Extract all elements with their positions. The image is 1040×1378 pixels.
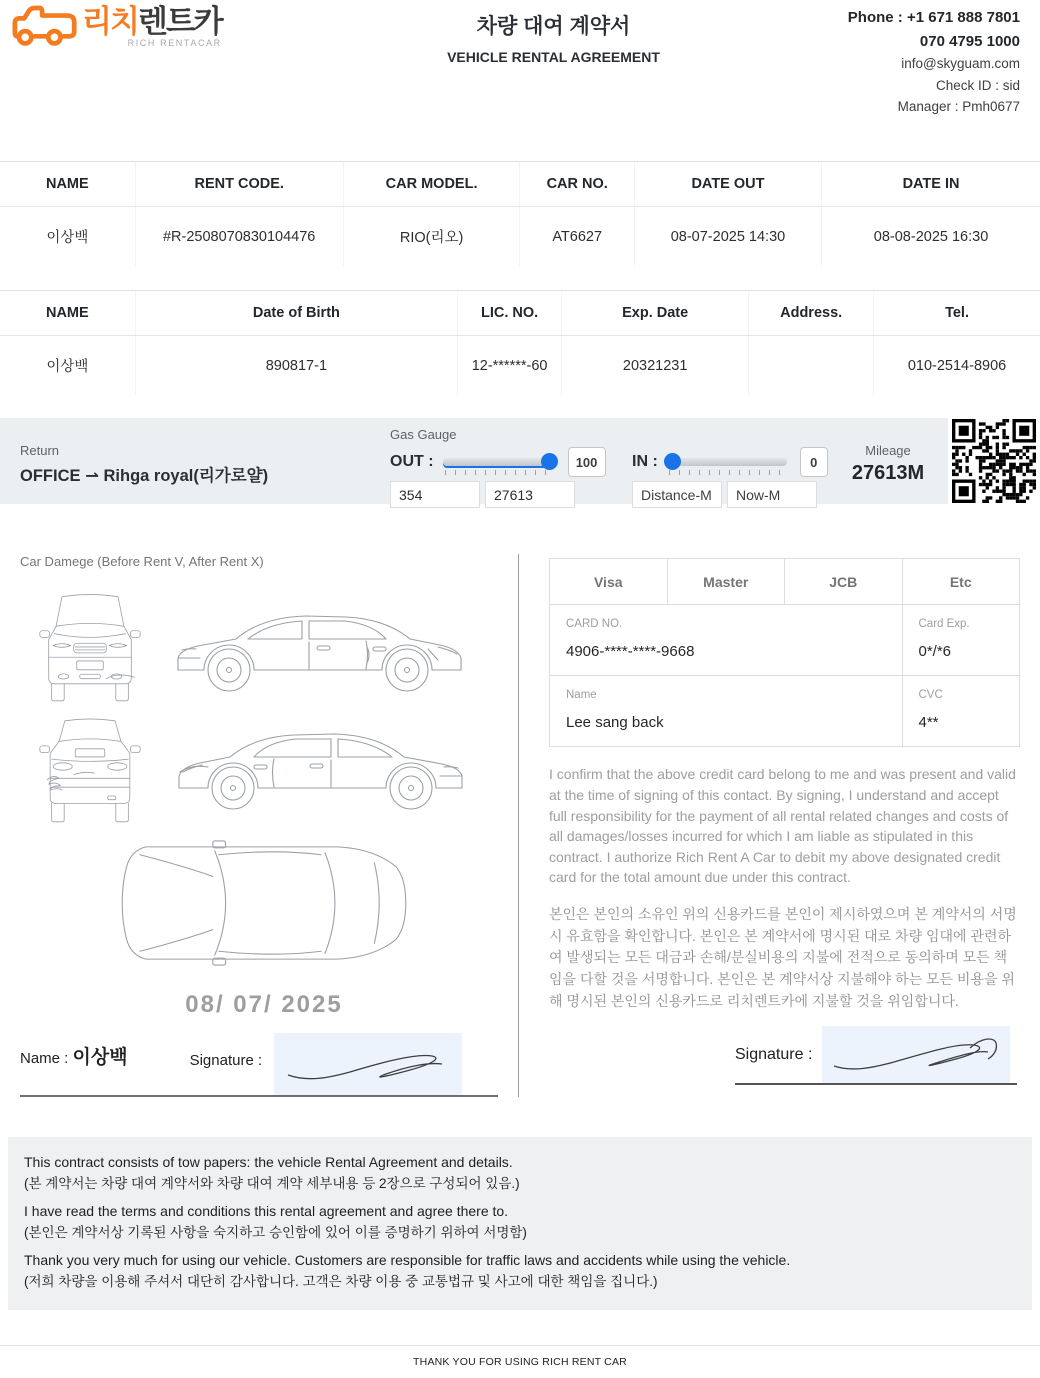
rental-cell-rent-code: #R-2508070830104476 [135, 207, 343, 267]
car-top-view-diagram[interactable] [114, 839, 414, 967]
page-title-kr: 차량 대여 계약서 [476, 15, 631, 38]
rental-cell-car-no: AT6627 [520, 207, 634, 267]
mileage-block [836, 443, 940, 485]
gas-out-slider-thumb[interactable] [541, 453, 558, 470]
footer-note-2-kr: (본인은 계약서상 기록된 사항을 숙지하고 승인함에 있어 이를 증명하기 위하여 서명함) [24, 1225, 527, 1241]
driver-cell-lic-no: 12-******-60 [458, 336, 562, 396]
gas-in-value-box: 0 [800, 447, 828, 477]
footer-note-2 [24, 1200, 1016, 1244]
rental-header-car-no: CAR NO. [520, 162, 634, 207]
card-tab-etc[interactable]: Etc [902, 559, 1020, 605]
rental-header-rent-code: RENT CODE. [135, 162, 343, 207]
gas-out-input-1[interactable] [390, 481, 480, 508]
cvc-label: CVC [918, 689, 943, 702]
card-exp-cell [902, 605, 1020, 676]
signature-stroke-left [274, 1033, 462, 1095]
logo [12, 6, 312, 117]
gas-out-slider-ticks [445, 470, 553, 475]
gas-out-row [390, 447, 606, 477]
gas-out-input-2[interactable] [485, 481, 575, 508]
gas-out-inputs [390, 481, 575, 508]
signature-stroke-right [822, 1026, 1010, 1083]
gas-in-row [632, 447, 828, 477]
gas-out-label: OUT : [390, 453, 434, 471]
logo-kr-orange: 리치 [82, 4, 138, 39]
gas-in-label: IN : [632, 453, 658, 471]
footer-note-1-en: This contract consists of tow papers: the vehicle Rental Agreement and details. [24, 1154, 513, 1171]
footer-note-1-kr: (본 계약서는 차량 대여 계약서와 차량 대여 계약 세부내용 등 2장으로 구성되어 있음.) [24, 1176, 520, 1192]
confirm-text-en: I confirm that the above credit card belong to me and was present and valid at the time of signing of this contact. By signing, I understand and accept full responsibility for the payment of all rental related changes and costs of all damages/losses incurred for which I am liable as stipulated in this contract. I authorize Rich Rent A Car to debit my above designated credit card for the total amount due under this contract. [549, 766, 1016, 886]
footer-note-3-kr: (저희 차량을 이용해 주셔서 대단히 감사합니다. 고객은 차량 이용 중 교통법규 및 사고에 대한 책임을 집니다.) [24, 1274, 658, 1290]
contact-phone-2: 070 4795 1000 [919, 32, 1020, 50]
card-tab-master[interactable]: Master [667, 559, 785, 605]
car-side-left-view-diagram[interactable] [170, 709, 470, 821]
rental-cell-car-model: RIO(리오) [343, 207, 520, 267]
renter-name [20, 1042, 128, 1095]
contact-phone-1: Phone : +1 671 888 7801 [847, 9, 1020, 26]
car-rear-view-diagram[interactable] [20, 709, 160, 827]
contact-manager: Manager : Pmh0677 [897, 99, 1020, 115]
driver-table [0, 290, 1040, 395]
gas-in-inputs [632, 481, 817, 508]
logo-kr-dark: 렌트카 [137, 4, 222, 39]
signature-label-right: Signature : [735, 1045, 813, 1063]
return-gas-bar [0, 418, 1040, 504]
contract-date: 08/ 07/ 2025 [185, 991, 343, 1019]
cvc-value: 4** [918, 714, 939, 732]
card-name-value: Lee sang back [566, 714, 664, 732]
thank-you-note: THANK YOU FOR USING RICH RENT CAR [0, 1345, 1040, 1378]
driver-header-exp-date: Exp. Date [562, 291, 749, 336]
logo-text [82, 6, 222, 48]
gas-out-slider[interactable] [443, 458, 555, 466]
page-title [312, 6, 795, 117]
renter-name-label: Name : [20, 1050, 73, 1068]
card-table [549, 558, 1020, 747]
card-exp-value: 0*/*6 [918, 643, 952, 661]
gas-in-slider[interactable] [667, 458, 787, 466]
rental-header-date-out: DATE OUT [634, 162, 821, 207]
driver-header-tel: Tel. [874, 291, 1040, 336]
return-info [20, 443, 268, 486]
qr-code [948, 418, 1040, 504]
driver-cell-address [749, 336, 874, 396]
card-no-label: CARD NO. [566, 618, 623, 631]
mileage-label: Mileage [865, 443, 911, 459]
rental-cell-name: 이상백 [46, 230, 89, 247]
rental-header-car-model: CAR MODEL. [343, 162, 520, 207]
contact-email: info@skyguam.com [901, 56, 1020, 72]
card-no-cell [550, 605, 903, 676]
return-route: OFFICE ⇀ Rihga royal(리가로얄) [20, 467, 269, 486]
driver-table-row [0, 336, 1040, 396]
driver-header-address: Address. [749, 291, 874, 336]
main-content [0, 554, 1040, 1097]
signature-pad-left[interactable] [274, 1033, 462, 1095]
car-side-right-view-diagram[interactable] [170, 591, 470, 703]
driver-header-name: NAME [0, 291, 135, 336]
footer-note-2-en: I have read the terms and conditions this rental agreement and agree there to. [24, 1203, 509, 1220]
mileage-value: 27613M [851, 462, 925, 485]
driver-cell-name: 이상백 [46, 359, 89, 376]
card-name-cell [550, 676, 903, 747]
signature-pad-right[interactable] [822, 1026, 1010, 1083]
driver-header-birth: Date of Birth [135, 291, 457, 336]
card-tab-jcb[interactable]: JCB [785, 559, 903, 605]
footer-note-3-en: Thank you very much for using our vehicle. Customers are responsible for traffic laws and accidents while using the vehicle. [24, 1252, 791, 1269]
driver-cell-tel: 010-2514-8906 [874, 336, 1040, 396]
gas-in-slider-thumb[interactable] [664, 453, 681, 470]
renter-signature-row [20, 1033, 498, 1097]
card-name-label: Name [566, 689, 597, 702]
car-diagram-row-1 [20, 585, 508, 703]
cardholder-signature-row [735, 1026, 1017, 1085]
rental-cell-date-out: 08-07-2025 14:30 [634, 207, 821, 267]
column-divider [518, 554, 519, 1097]
now-input[interactable] [727, 481, 817, 508]
driver-cell-exp-date: 20321231 [562, 336, 749, 396]
footer-note-3 [24, 1249, 1016, 1293]
footer-note-1 [24, 1151, 1016, 1195]
rental-header-date-in: DATE IN [822, 162, 1040, 207]
car-diagram-row-2 [20, 709, 508, 827]
confirm-text-kr: 본인은 본인의 소유인 위의 신용카드를 본인이 제시하였으며 본 계약서의 서명시 유효함을 확인합니다. 본인은 본 계약서에 명시된 대로 차량 임대에 관련하여 발생되는 모든 대금과 손해/분실비용의 지불에 전적으로 동의하며 모든 책임을 다할 것을 서명합니다. 본인은 본 계약서상 지불해야 하는 모든 비용을 위해 명시된 본인의 신용카드로 리치렌트카에 지불할 것을 위임합니다. [549, 905, 1017, 1009]
contact-info [795, 6, 1020, 117]
footer-notes [8, 1137, 1032, 1310]
distance-input[interactable] [632, 481, 722, 508]
page-title-en: VEHICLE RENTAL AGREEMENT [447, 49, 660, 65]
car-front-view-diagram[interactable] [20, 585, 160, 703]
gas-in-slider-ticks [669, 470, 785, 475]
logo-subtitle: RICH RENTACAR [127, 38, 222, 48]
driver-cell-birth: 890817-1 [135, 336, 457, 396]
gas-out-value-box: 100 [568, 447, 606, 477]
damage-mark-rear-line [74, 773, 95, 775]
renter-name-value: 이상백 [72, 1047, 128, 1069]
card-tab-visa[interactable]: Visa [550, 559, 668, 605]
gas-gauge-label: Gas Gauge [390, 427, 457, 443]
rental-cell-date-in: 08-08-2025 16:30 [822, 207, 1040, 267]
rental-table [0, 161, 1040, 266]
car-damage-section [20, 554, 508, 1097]
logo-car-icon [12, 3, 78, 47]
card-brand-tabs [550, 559, 1020, 605]
contact-check-id: Check ID : sid [935, 77, 1020, 93]
header [0, 0, 1040, 117]
payment-section [549, 554, 1020, 1097]
driver-header-lic-no: LIC. NO. [458, 291, 562, 336]
rental-table-row [0, 207, 1040, 267]
card-exp-label: Card Exp. [918, 618, 970, 631]
return-label: Return [20, 443, 60, 459]
card-no-value: 4906-****-****-9668 [566, 643, 695, 661]
car-damage-label: Car Damege (Before Rent V, After Rent X) [20, 554, 264, 570]
signature-label-left: Signature : [189, 1052, 263, 1070]
card-cvc-cell [902, 676, 1020, 747]
rental-header-name: NAME [0, 162, 135, 207]
